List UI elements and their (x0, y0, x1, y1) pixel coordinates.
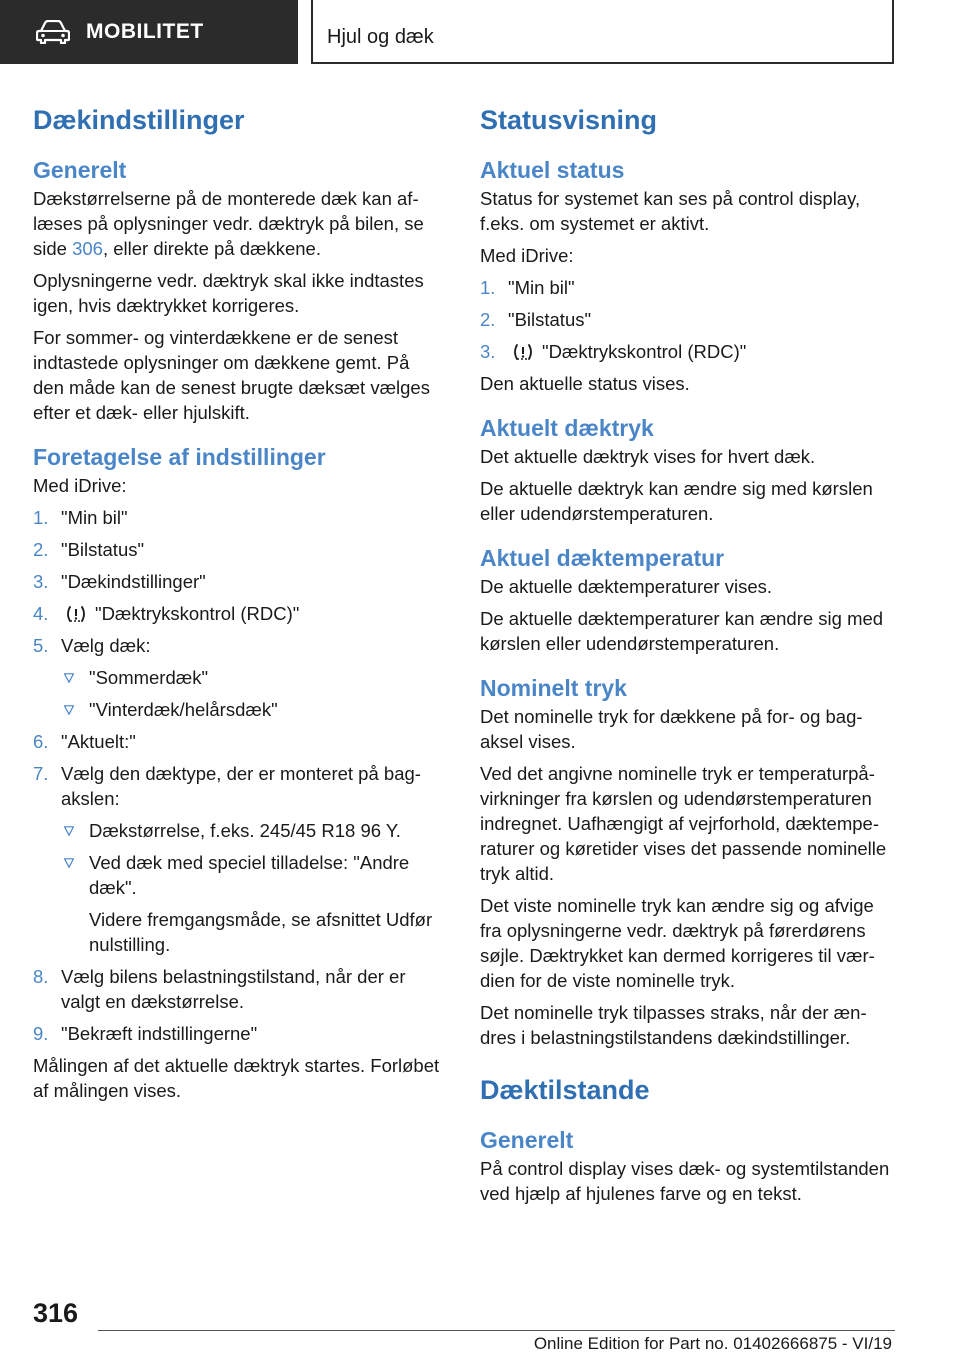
triangle-bullet-icon (64, 858, 74, 868)
section-tab (0, 0, 298, 64)
triangle-bullet-icon (64, 705, 74, 715)
tire-pressure-warning-icon (65, 605, 87, 623)
paragraph: Status for systemet kan ses på control display, f.eks. om systemet er aktivt. (480, 188, 861, 234)
sub-item-note: Videre fremgangsmåde, se afsnittet Udfør nulstilling. (89, 909, 433, 955)
edition-note: Online Edition for Part no. 01402666875 - VI/19 (533, 1334, 892, 1353)
paragraph: Ved det angivne nominelle tryk er temperaturpåvirkninger fra kørslen og udendørstemperaturen indregnet. Uafhængigt af vejrforhold, dæktemperaturer og køretider vises det passende nominelle tryk altid. (480, 763, 887, 884)
steps-list (33, 505, 445, 1046)
sub-list (61, 818, 445, 957)
step-item: 2. "Bilstatus" (33, 539, 145, 560)
topic-label: Hjul og dæk (327, 26, 434, 48)
paragraph: Den aktuelle status vises. (480, 373, 690, 394)
paragraph: På control display vises dæk- og systemtilstanden ved hjælp af hjulenes farve og en tekst. (480, 1158, 890, 1204)
paragraph: Det aktuelle dæktryk vises for hvert dæk. (480, 446, 816, 467)
steps-list (480, 275, 895, 364)
topic-box (311, 0, 894, 64)
step-item: 3. "Dækindstillinger" (33, 571, 206, 592)
paragraph: Med iDrive: (480, 245, 574, 266)
triangle-bullet-icon (64, 673, 74, 683)
step-item: 8. Vælg bilens belastningstilstand, når der er valgt en dækstørrelse. (33, 966, 406, 1012)
paragraph: Oplysningerne vedr. dæktryk skal ikke indtastes igen, hvis dæktrykket korrigeres. (33, 270, 424, 316)
subheading-foretagelse: Foretagelse af indstillinger (33, 444, 326, 470)
section-title-daektilstande: Dæktilstande (480, 1075, 650, 1105)
subheading-aktuelt-daektryk: Aktuelt dæktryk (480, 415, 654, 441)
step-item: 6. "Aktuelt:" (33, 731, 136, 752)
triangle-bullet-icon (64, 826, 74, 836)
step-item: 1. "Min bil" (480, 277, 575, 298)
step-item: 9. "Bekræft indstillingerne" (33, 1023, 258, 1044)
step-item: 7. Vælg den dæktype, der er monteret på bagakslen: Dækstørrelse, f.eks. 245/45 R18 96 Y. Ved dæk med speciel tilladelse: "Andre dæk". Videre fremgangsmåde, se afsnittet Udfør nulstilling. (33, 761, 445, 957)
paragraph: Det nominelle tryk for dækkene på for- og bagaksel vises. (480, 706, 863, 752)
subheading-generelt: Generelt (480, 1127, 574, 1153)
sub-item: "Vinterdæk/helårsdæk" (61, 697, 445, 722)
page-reference-link[interactable]: 306 (72, 238, 103, 259)
subheading-aktuel-daektemperatur: Aktuel dæktemperatur (480, 545, 725, 571)
paragraph: De aktuelle dæktemperaturer kan ændre sig med kørslen eller udendørstemperaturen. (480, 608, 884, 654)
footer-divider (98, 1330, 895, 1331)
paragraph: De aktuelle dæktemperaturer vises. (480, 576, 773, 597)
paragraph: Med iDrive: (33, 475, 127, 496)
tire-pressure-warning-icon (512, 343, 534, 361)
paragraph: Det viste nominelle tryk kan ændre sig og afvige fra oplysningerne vedr. dæktryk på førerdørens søjle. Dæktrykket kan dermed korrigeres til værdien for de viste nominelle tryk. (480, 895, 875, 991)
paragraph: Dækstørrelserne på de monterede dæk kan aflæses på oplysninger vedr. dæktryk på bilen, se side 306, eller direkte på dækkene. (33, 188, 424, 259)
paragraph: Målingen af det aktuelle dæktryk startes. Forløbet af målingen vises. (33, 1055, 440, 1101)
subheading-generelt: Generelt (33, 157, 127, 183)
right-column (480, 96, 895, 1213)
step-item: 3. "Dæktrykskontrol (RDC)" (480, 341, 747, 362)
car-icon (36, 20, 70, 44)
subheading-nominelt-tryk: Nominelt tryk (480, 675, 627, 701)
page-number: 316 (33, 1298, 79, 1328)
sub-item: Dækstørrelse, f.eks. 245/45 R18 96 Y. (61, 818, 445, 843)
left-column (33, 96, 445, 1110)
sub-item: "Sommerdæk" (61, 665, 445, 690)
step-item: 2. "Bilstatus" (480, 309, 592, 330)
subheading-aktuel-status: Aktuel status (480, 157, 625, 183)
step-item: 5. Vælg dæk: "Sommerdæk" "Vinterdæk/helårsdæk" (33, 633, 445, 722)
paragraph: Det nominelle tryk tilpasses straks, når der ændres i belastningstilstandens dækindstillinger. (480, 1002, 867, 1048)
step-item: 4. "Dæktrykskontrol (RDC)" (33, 603, 300, 624)
paragraph: For sommer- og vinterdækkene er de senest indtastede oplysninger om dækkene gemt. På den måde kan de senest brugte dæksæt vælges efter et dæk- eller hjulskift. (33, 327, 430, 423)
section-title-statusvisning: Statusvisning (480, 105, 658, 135)
section-label: MOBILITET (86, 20, 204, 43)
step-item: 1. "Min bil" (33, 507, 128, 528)
paragraph: De aktuelle dæktryk kan ændre sig med kørslen eller udendørstemperaturen. (480, 478, 873, 524)
sub-list (61, 665, 445, 722)
section-title-daekindstillinger: Dækindstillinger (33, 105, 245, 135)
sub-item: Ved dæk med speciel tilladelse: "Andre dæk". Videre fremgangsmåde, se afsnittet Udfør nulstilling. (61, 850, 445, 957)
